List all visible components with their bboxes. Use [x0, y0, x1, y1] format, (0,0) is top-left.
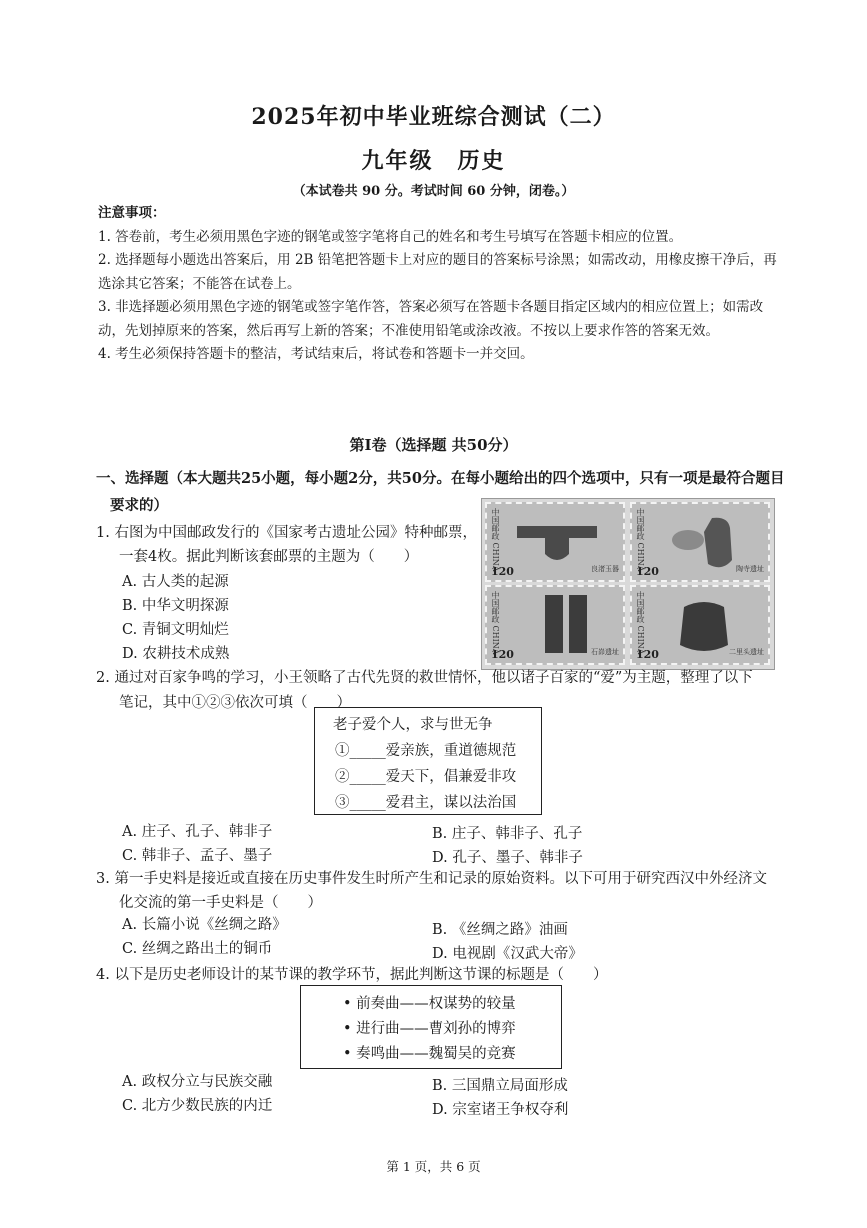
note-line: ①_____爱亲族，重道德规范: [335, 743, 517, 759]
note-line: ③_____爱君主，谋以法治国: [335, 795, 517, 811]
notes-block: [98, 202, 778, 367]
question-1-option-d: D. 农耕技术成熟: [122, 646, 230, 662]
exam-title: 2025年初中毕业班综合测试（二）: [251, 104, 616, 130]
note-item: 3. 非选择题必须用黑色字迹的钢笔或签字笔作答，答案必须写在答题卡各题目指定区域内的相应位置上；如需改动，先划掉原来的答案，然后再写上新的答案；不准使用铅笔或涂改液。不按以上要求作答的答案无效。: [98, 299, 764, 339]
question-2-option-d: D. 孔子、墨子、韩非子: [432, 850, 583, 866]
stamp-caption: 陶寺遗址: [736, 565, 764, 573]
stamp: [630, 585, 770, 665]
question-3-option-b: B. 《丝绸之路》油画: [432, 922, 568, 938]
stamp-caption: 良渚玉器: [591, 565, 619, 573]
question-2-note-box: [314, 707, 542, 815]
stamp-country: 中国邮政 CHINA: [491, 508, 500, 572]
question-2-option-c: C. 韩非子、孟子、墨子: [122, 848, 273, 864]
question-1-stem: 1. 右图为中国邮政发行的《国家考古遗址公园》特种邮票，: [96, 525, 477, 541]
stamp: [485, 502, 625, 582]
stamp-country: 中国邮政 CHINA: [636, 591, 645, 655]
note-line: ②_____爱天下，倡兼爱非攻: [335, 769, 517, 785]
question-1-stem-cont: 一套4枚。据此判断该套邮票的主题为（ ）: [119, 549, 419, 565]
stamp: [485, 585, 625, 665]
stamp-caption: 二里头遗址: [729, 648, 764, 656]
exam-info: （本试卷共 90 分。考试时间 60 分钟，闭卷。）: [292, 184, 575, 199]
question-1-option-b: B. 中华文明探源: [122, 598, 229, 614]
notes-heading: 注意事项：: [98, 205, 166, 221]
stamp-sheet-image: [481, 498, 775, 670]
stamp: [630, 502, 770, 582]
page-number: 第 1 页，共 6 页: [386, 1159, 481, 1174]
question-4-lesson-box: [300, 985, 562, 1069]
lesson-line: • 前奏曲——权谋势的较量: [343, 996, 516, 1012]
note-item: 1. 答卷前，考生必须用黑色字迹的钢笔或签字笔将自己的姓名和考生号填写在答题卡相应的位置。: [98, 228, 683, 245]
question-1-option-c: C. 青铜文明灿烂: [122, 622, 229, 638]
stamp-value: 120: [491, 648, 514, 661]
question-4-stem: 4. 以下是历史老师设计的某节课的教学环节，据此判断这节课的标题是（ ）: [96, 967, 608, 983]
question-4-option-b: B. 三国鼎立局面形成: [432, 1078, 568, 1094]
lesson-line: • 进行曲——曹刘孙的博弈: [343, 1021, 516, 1037]
note-item: 2. 选择题每小题选出答案后，用 2B 铅笔把答题卡上对应的题目的答案标号涂黑；如需改动，用橡皮擦干净后，再选涂其它答案；不能答在试卷上。: [98, 252, 777, 292]
stamp-country: 中国邮政 CHINA: [491, 591, 500, 655]
stamp-value: 120: [636, 648, 659, 661]
question-4-option-d: D. 宗室诸王争权夺利: [432, 1102, 569, 1118]
stamp-value: 120: [491, 565, 514, 578]
lesson-line: • 奏鸣曲——魏蜀吴的竞赛: [343, 1046, 516, 1062]
stamp-country: 中国邮政 CHINA: [636, 508, 645, 572]
note-line: 老子爱个人，求与世无争: [333, 717, 493, 733]
exam-subtitle: 九年级 历史: [361, 148, 506, 174]
question-2-stem: 2. 通过对百家争鸣的学习，小王领略了古代先贤的救世情怀，他以诸子百家的“爱”为主题，整理了以下: [96, 670, 753, 686]
question-2-option-a: A. 庄子、孔子、韩非子: [122, 824, 273, 840]
section-instruction-cont: 要求的）: [110, 497, 168, 514]
question-2-stem-cont: 笔记，其中①②③依次可填（ ）: [119, 695, 351, 711]
question-3-option-c: C. 丝绸之路出土的铜币: [122, 941, 273, 957]
question-2-option-b: B. 庄子、韩非子、孔子: [432, 826, 583, 842]
question-3-stem-cont: 化交流的第一手史料是（ ）: [119, 895, 322, 911]
stamp-caption: 石峁遗址: [591, 648, 619, 656]
question-3-option-a: A. 长篇小说《丝绸之路》: [122, 917, 287, 933]
section-title: 第Ⅰ卷（选择题 共50分）: [349, 436, 518, 454]
question-3-stem: 3. 第一手史料是接近或直接在历史事件发生时所产生和记录的原始资料。以下可用于研究西汉中外经济文: [96, 871, 767, 887]
note-item: 4. 考生必须保持答题卡的整洁，考试结束后，将试卷和答题卡一并交回。: [98, 346, 534, 362]
question-4-option-c: C. 北方少数民族的内迁: [122, 1098, 273, 1114]
section-instruction: 一、选择题（本大题共25小题，每小题2分，共50分。在每小题给出的四个选项中，只有一项是最符合题目: [96, 470, 785, 487]
stamp-value: 120: [636, 565, 659, 578]
question-3-option-d: D. 电视剧《汉武大帝》: [432, 946, 583, 962]
question-4-option-a: A. 政权分立与民族交融: [122, 1074, 273, 1090]
question-1-option-a: A. 古人类的起源: [122, 574, 229, 590]
